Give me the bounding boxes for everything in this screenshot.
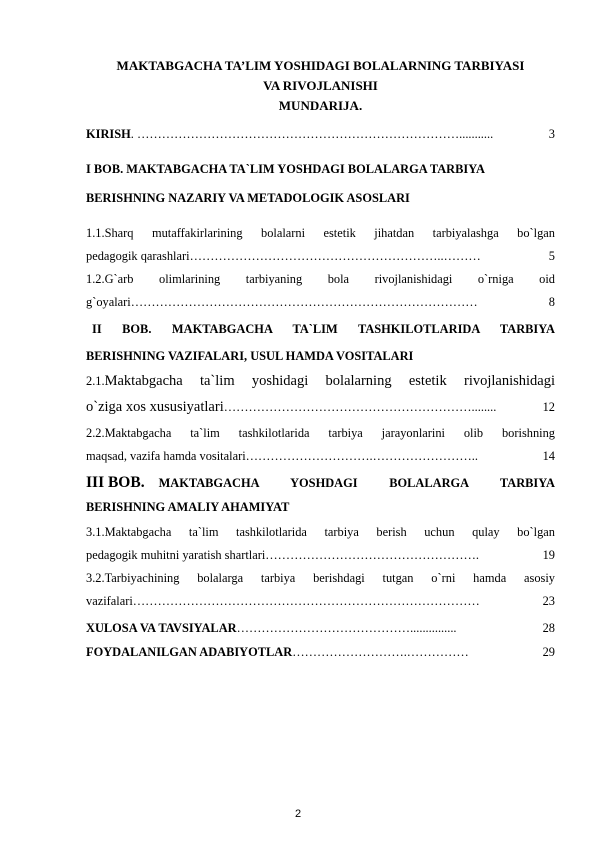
toc-dots: ………………………….…………………….. — [245, 449, 478, 463]
toc-section-1-1-line1[interactable]: 1.1.Sharq mutaffakirlarining bolalarni estetik jihatdan tarbiyalashga bo`lgan — [86, 226, 555, 240]
toc-entry-intro[interactable] — [86, 127, 555, 142]
toc-section-label: g`oyalari — [86, 295, 131, 309]
toc-entry-references[interactable] — [86, 645, 555, 660]
toc-section-2-2-line2[interactable] — [86, 449, 555, 464]
toc-section-label: pedagogik muhitni yaratish shartlari — [86, 548, 266, 562]
toc-chapter-title: MAKTABGACHA YOSHDAGI BOLALARGA TARBIYA — [158, 476, 555, 490]
toc-dots: ……………………………………………………........ — [223, 400, 497, 414]
toc-chapter-number: III BOB. — [86, 474, 145, 491]
toc-chapter1-line1[interactable]: I BOB. MAKTABGACHA TA`LIM YOSHDAGI BOLALARGA TARBIYA — [86, 162, 485, 176]
contents-heading: MUNDARIJA. — [278, 98, 363, 113]
toc-page-number: 14 — [542, 449, 555, 463]
toc-section-2-1-line1[interactable] — [86, 373, 555, 390]
toc-section-3-1-line2[interactable] — [86, 548, 555, 563]
page-number: 2 — [294, 808, 302, 820]
toc-dots: ……………………………………………. — [265, 548, 480, 562]
toc-section-label: o`ziga xos xususiyatlari — [86, 399, 224, 415]
toc-conclusion-label: XULOSA VA TAVSIYALAR — [86, 621, 237, 635]
toc-section-1-1-line2[interactable] — [86, 249, 555, 264]
toc-page-number: 12 — [542, 400, 555, 414]
toc-page-number: 3 — [548, 127, 555, 141]
toc-dots: ………………………………………………………………………… — [130, 295, 478, 309]
toc-intro-label: KIRISH — [86, 127, 131, 141]
toc-section-2-1-line2[interactable] — [86, 399, 555, 416]
toc-page-number: 28 — [542, 621, 555, 635]
toc-section-label: vazifalari — [86, 594, 133, 608]
toc-section-label: Maktabgacha ta`lim yoshidagi bolalarning estetik rivojlanishidagi — [104, 373, 555, 389]
toc-section-label: pedagogik qarashlari — [86, 249, 190, 263]
document-title-line2: VA RIVOJLANISHI — [263, 78, 378, 93]
toc-section-prefix: 2.1. — [86, 374, 105, 388]
toc-page-number: 29 — [542, 645, 555, 659]
toc-page-number: 23 — [542, 594, 555, 608]
toc-section-3-2-line1[interactable]: 3.2.Tarbiyachining bolalarga tarbiya berishdagi tutgan o`rni hamda asosiy — [86, 571, 555, 585]
toc-chapter2-line2[interactable]: BERISHNING VAZIFALARI, USUL HAMDA VOSITALARI — [86, 349, 414, 363]
toc-page-number: 5 — [548, 249, 555, 263]
document-title-line1: MAKTABGACHA TA’LIM YOSHIDAGI BOLALARNING TARBIYASI — [116, 58, 525, 73]
toc-page-number: 8 — [548, 295, 555, 309]
toc-section-1-2-line2[interactable] — [86, 295, 555, 310]
toc-chapter3-line1[interactable] — [86, 474, 555, 492]
toc-dots: ………………………………………………………………………… — [132, 594, 480, 608]
toc-references-label: FOYDALANILGAN ADABIYOTLAR — [86, 645, 293, 659]
toc-chapter2-line1[interactable]: II BOB. MAKTABGACHA TA`LIM TASHKILOTLARIDA TARBIYA — [92, 322, 555, 336]
toc-section-3-1-line1[interactable]: 3.1.Maktabgacha ta`lim tashkilotlarida tarbiya berish uchun qulay bo`lgan — [86, 525, 555, 539]
toc-page-number: 19 — [542, 548, 555, 562]
toc-section-label: maqsad, vazifa hamda vositalari — [86, 449, 246, 463]
toc-chapter3-line2[interactable]: BERISHNING AMALIY AHAMIYAT — [86, 500, 290, 514]
toc-chapter1-line2[interactable]: BERISHNING NAZARIY VA METADOLOGIK ASOSLARI — [86, 191, 410, 205]
toc-section-2-2-line1[interactable]: 2.2.Maktabgacha ta`lim tashkilotlarida tarbiya jarayonlarini olib borishning — [86, 426, 555, 440]
toc-entry-conclusion[interactable] — [86, 621, 555, 636]
toc-dots: ……………………………………............... — [236, 621, 457, 635]
toc-section-1-2-line1[interactable]: 1.2.G`arb olimlarining tarbiyaning bola rivojlanishidagi o`rniga oid — [86, 272, 555, 286]
toc-dots: . ……………………………………………………………………........... — [130, 127, 494, 141]
toc-section-3-2-line2[interactable] — [86, 594, 555, 609]
toc-dots: ……………………………………………………..……… — [189, 249, 481, 263]
toc-dots: ……………………….…………… — [292, 645, 469, 659]
